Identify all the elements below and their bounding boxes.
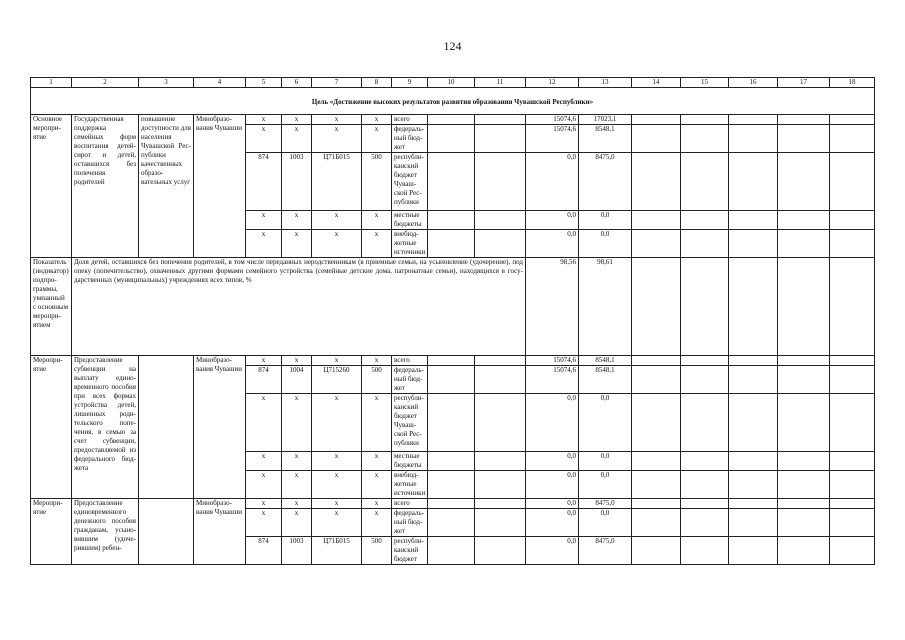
b3-r0-c13: 8475,0 (579, 499, 632, 509)
col-num-3: 3 (139, 78, 194, 88)
b1-r2-c7: Ц71Б015 (312, 153, 362, 211)
col-num-6: 6 (282, 78, 312, 88)
col-num-2: 2 (72, 78, 139, 88)
b2-r3-c9: местные бюджеты (392, 452, 428, 471)
b2-r1-c7: Ц715260 (312, 366, 362, 394)
b3-r2-c13: 8475,0 (579, 537, 632, 565)
b2-r4-c6: x (282, 471, 312, 499)
b3-r0-c9: всего (392, 499, 428, 509)
col-num-11: 11 (475, 78, 526, 88)
b3-r1-c13: 0,0 (579, 509, 632, 537)
budget-table (30, 77, 875, 565)
b1-name: Государственная поддержка семейных форм воспитания детей-сирот и детей, оставшихся без попечения родителей (72, 115, 139, 258)
b3-executor: Минобразования Чувашии (194, 499, 246, 565)
col-num-18: 18 (830, 78, 875, 88)
b1-r1-c5: x (246, 125, 282, 153)
col-num-8: 8 (362, 78, 392, 88)
b2-r0-c13: 8548,1 (579, 356, 632, 366)
b3-r2-c12: 0,0 (526, 537, 579, 565)
b1-r0-c10 (428, 115, 475, 125)
column-number-row (31, 78, 875, 88)
col-num-4: 4 (194, 78, 246, 88)
b1-r2-c6: 1003 (282, 153, 312, 211)
b1-r4-c6: x (282, 230, 312, 258)
b1-r3-c8: x (362, 211, 392, 230)
b2-r1-c6: 1004 (282, 366, 312, 394)
b1-r0-c9: всего (392, 115, 428, 125)
b2-r3-c6: x (282, 452, 312, 471)
goal-row (31, 88, 875, 115)
b1-executor: Минобразования Чувашии (194, 115, 246, 258)
b3-r0-c12: 0,0 (526, 499, 579, 509)
b2-r3-c7: x (312, 452, 362, 471)
b2-r3-c13: 0,0 (579, 452, 632, 471)
b2-r1-c8: 500 (362, 366, 392, 394)
b3-r2-c7: Ц71Б015 (312, 537, 362, 565)
b2-r0-c5: x (246, 356, 282, 366)
b1-r1-c9: федеральный бюджет (392, 125, 428, 153)
b1-r3-c7: x (312, 211, 362, 230)
b2-name: Предоставление субвенции на выплату единовременного пособия при всех формах устройства детей, лишенных родительского попечения, в семью за счет субвенции, предоставляемой из федерального бюджета (72, 356, 139, 499)
b1-r3-c5: x (246, 211, 282, 230)
col-num-14: 14 (632, 78, 681, 88)
b2-r1-c5: 874 (246, 366, 282, 394)
col-num-5: 5 (246, 78, 282, 88)
b2-r3-c5: x (246, 452, 282, 471)
col-num-17: 17 (778, 78, 830, 88)
b2-r2-c12: 0,0 (526, 394, 579, 452)
b1-r1-c7: x (312, 125, 362, 153)
b2-r0-c7: x (312, 356, 362, 366)
b3-r1-c8: x (362, 509, 392, 537)
col-num-9: 9 (392, 78, 428, 88)
b2-r3-c12: 0,0 (526, 452, 579, 471)
b1-r4-c8: x (362, 230, 392, 258)
b2-r2-c7: x (312, 394, 362, 452)
b1-r4-c5: x (246, 230, 282, 258)
b3-r1-c12: 0,0 (526, 509, 579, 537)
b1-r0-c7: x (312, 115, 362, 125)
b2-executor: Минобразования Чувашии (194, 356, 246, 499)
b3-r1-c6: x (282, 509, 312, 537)
b1-goal: повышение доступности для населения Чувашской Республики качественных образовательных услуг (139, 115, 194, 258)
b2-r0-c8: x (362, 356, 392, 366)
indicator-label: Показатель (индикатор) подпрограммы, увязанный с основным мероприятием (31, 258, 72, 356)
b1-r1-c12: 15074,6 (526, 125, 579, 153)
b2-type: Мероприятие (31, 356, 72, 499)
b1-r1-c13: 8548,1 (579, 125, 632, 153)
b2-r4-c13: 0,0 (579, 471, 632, 499)
b2-r2-c13: 0,0 (579, 394, 632, 452)
b1-r3-c6: x (282, 211, 312, 230)
col-num-15: 15 (681, 78, 729, 88)
b2-r1-c12: 15074,6 (526, 366, 579, 394)
goal-text: Цель «Достижение высоких результатов развития образования Чувашской Республики» (311, 98, 594, 106)
b1-r4-c12: 0,0 (526, 230, 579, 258)
b1-r0-c12: 15074,6 (526, 115, 579, 125)
goal-cell (31, 88, 875, 115)
col-num-13: 13 (579, 78, 632, 88)
b1-r2-c8: 500 (362, 153, 392, 211)
table-row (31, 356, 875, 366)
b3-r0-c5: x (246, 499, 282, 509)
b3-r2-c5: 874 (246, 537, 282, 565)
b3-r2-c9: республиканский бюджет (392, 537, 428, 565)
b3-r0-c8: x (362, 499, 392, 509)
col-num-1: 1 (31, 78, 72, 88)
b3-goal (139, 499, 194, 565)
b2-r4-c7: x (312, 471, 362, 499)
col-num-12: 12 (526, 78, 579, 88)
page-number: 124 (443, 39, 462, 53)
b3-r0-c6: x (282, 499, 312, 509)
b2-r2-c8: x (362, 394, 392, 452)
b1-r3-c13: 0,0 (579, 211, 632, 230)
b1-type: Основное мероприятие (31, 115, 72, 258)
b1-r2-c5: 874 (246, 153, 282, 211)
b3-r1-c9: федеральный бюджет (392, 509, 428, 537)
b3-r2-c6: 1003 (282, 537, 312, 565)
b2-r1-c9: федеральный бюджет (392, 366, 428, 394)
b1-r3-c9: местные бюджеты (392, 211, 428, 230)
table-row (31, 115, 875, 125)
b1-r2-c12: 0,0 (526, 153, 579, 211)
b2-r2-c6: x (282, 394, 312, 452)
b2-r0-c9: всего (392, 356, 428, 366)
b2-goal (139, 356, 194, 499)
b3-r2-c8: 500 (362, 537, 392, 565)
b2-r0-c6: x (282, 356, 312, 366)
b1-r3-c12: 0,0 (526, 211, 579, 230)
table-row (31, 499, 875, 509)
b1-r4-c13: 0,0 (579, 230, 632, 258)
b2-r4-c8: x (362, 471, 392, 499)
b1-r0-c11 (475, 115, 526, 125)
indicator-row (31, 258, 875, 356)
indicator-text: Доля детей, оставшихся без попечения родителей, в том числе переданных неродственникам (в приемные семьи, на усыновление (удочерение), под опеку (попечительство), охваченных другими формами семейного устройства (семейные детские дома, патронатные семьи), находящихся в государственных (муниципальных) учреждениях всех типов, % (72, 258, 526, 356)
col-num-7: 7 (312, 78, 362, 88)
b1-r0-c6: x (282, 115, 312, 125)
b2-r0-c12: 15074,6 (526, 356, 579, 366)
b2-r3-c8: x (362, 452, 392, 471)
b2-r4-c12: 0,0 (526, 471, 579, 499)
b2-r2-c5: x (246, 394, 282, 452)
b1-r0-c13: 17023,1 (579, 115, 632, 125)
indicator-c12: 98,56 (526, 258, 579, 356)
b1-r2-c13: 8475,0 (579, 153, 632, 211)
b1-r2-c9: республиканский бюджет Чувашской Республики (392, 153, 428, 211)
col-num-10: 10 (428, 78, 475, 88)
b2-r4-c5: x (246, 471, 282, 499)
b1-r0-c5: x (246, 115, 282, 125)
b1-r1-c8: x (362, 125, 392, 153)
b2-r4-c9: внебюджетные источники (392, 471, 428, 499)
col-num-16: 16 (729, 78, 778, 88)
b2-r1-c13: 8548,1 (579, 366, 632, 394)
b3-r1-c7: x (312, 509, 362, 537)
b1-r0-c8: x (362, 115, 392, 125)
b1-r4-c9: внебюджетные источники (392, 230, 428, 258)
b1-r4-c7: x (312, 230, 362, 258)
b3-name: Предоставление единовременного денежного пособия гражданам, усыновившим (удочерившим) ребен- (72, 499, 139, 565)
b3-r1-c5: x (246, 509, 282, 537)
b3-type: Мероприятие (31, 499, 72, 565)
b3-r0-c7: x (312, 499, 362, 509)
b2-r2-c9: республиканский бюджет Чувашской Республики (392, 394, 428, 452)
b1-r1-c6: x (282, 125, 312, 153)
indicator-c13: 98,61 (579, 258, 632, 356)
